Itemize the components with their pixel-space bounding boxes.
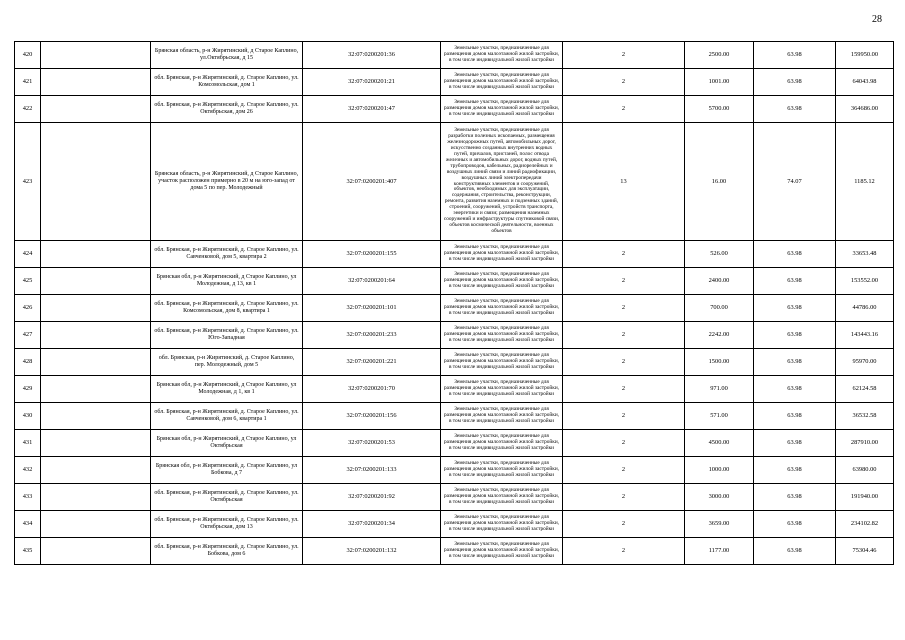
cadastral-number-cell: 32:07:0200201:64 xyxy=(303,268,441,295)
blank-cell xyxy=(41,69,151,96)
area-cell: 16.00 xyxy=(685,123,754,241)
cadastral-value-cell: 287910.00 xyxy=(836,430,894,457)
address-cell: Брянская обл, р-н Жирятинский, д Старое Каплино, ул Молодежная, д 1, кв 1 xyxy=(151,376,303,403)
area-cell: 1177.00 xyxy=(685,538,754,565)
cadastral-value-cell: 36532.58 xyxy=(836,403,894,430)
category-code-cell: 2 xyxy=(563,96,685,123)
rate-cell: 63.98 xyxy=(754,96,836,123)
rate-cell: 63.98 xyxy=(754,430,836,457)
blank-cell xyxy=(41,457,151,484)
address-cell: обл. Брянская, р-н Жирятинский, д. Старое Каплино, ул. Бобкова, дом 6 xyxy=(151,538,303,565)
address-cell: обл. Брянская, р-н Жирятинский, д. Старое Каплино, ул. Савченковой, дом 6, квартира 1 xyxy=(151,403,303,430)
area-cell: 700.00 xyxy=(685,295,754,322)
cadastral-number-cell: 32:07:0200201:36 xyxy=(303,42,441,69)
blank-cell xyxy=(41,511,151,538)
cadastral-value-cell: 159950.00 xyxy=(836,42,894,69)
row-number: 426 xyxy=(15,295,41,322)
cadastral-number-cell: 32:07:0200201:155 xyxy=(303,241,441,268)
category-code-cell: 2 xyxy=(563,241,685,268)
category-code-cell: 2 xyxy=(563,349,685,376)
address-cell: обл. Брянская, р-н Жирятинский, д. Старое Каплино, ул. Октябрьская, дом 26 xyxy=(151,96,303,123)
rate-cell: 63.98 xyxy=(754,295,836,322)
permitted-use-cell: Земельные участки, предназначенные для размещения домов малоэтажной жилой застройки, в том числе индивидуальной жилой застройки xyxy=(441,538,563,565)
permitted-use-cell: Земельные участки, предназначенные для размещения домов малоэтажной жилой застройки, в том числе индивидуальной жилой застройки xyxy=(441,349,563,376)
blank-cell xyxy=(41,538,151,565)
address-cell: обл. Брянская, р-н Жирятинский, д. Старое Каплино, ул. Комсомольская, дом 8, квартира 1 xyxy=(151,295,303,322)
table-row xyxy=(15,403,894,430)
category-code-cell: 2 xyxy=(563,511,685,538)
rate-cell: 63.98 xyxy=(754,349,836,376)
category-code-cell: 2 xyxy=(563,403,685,430)
cadastral-value-cell: 33653.48 xyxy=(836,241,894,268)
address-cell: обл. Брянская, р-н Жирятинский, д. Старое Каплино, ул. Савченковой, дом 5, квартира 2 xyxy=(151,241,303,268)
row-number: 424 xyxy=(15,241,41,268)
area-cell: 3659.00 xyxy=(685,511,754,538)
rate-cell: 63.98 xyxy=(754,403,836,430)
permitted-use-cell: Земельные участки, предназначенные для размещения домов малоэтажной жилой застройки, в том числе индивидуальной жилой застройки xyxy=(441,430,563,457)
table-row xyxy=(15,123,894,241)
address-cell: Брянская область, р-н Жирятинский, д Старое Каплино, ул.Октябрьская, д 15 xyxy=(151,42,303,69)
category-code-cell: 2 xyxy=(563,430,685,457)
row-number: 431 xyxy=(15,430,41,457)
blank-cell xyxy=(41,322,151,349)
permitted-use-cell: Земельные участки, предназначенные для размещения домов малоэтажной жилой застройки, в том числе индивидуальной жилой застройки xyxy=(441,457,563,484)
category-code-cell: 2 xyxy=(563,295,685,322)
cadastral-number-cell: 32:07:0200201:407 xyxy=(303,123,441,241)
row-number: 429 xyxy=(15,376,41,403)
address-cell: Брянская область, р-н Жирятинский, д Старое Каплино, участок расположен примерно в 20 м на юго-запад от дома 5 по пер. Молодежный xyxy=(151,123,303,241)
rate-cell: 63.98 xyxy=(754,69,836,96)
permitted-use-cell: Земельные участки, предназначенные для размещения домов малоэтажной жилой застройки, в том числе индивидуальной жилой застройки xyxy=(441,295,563,322)
row-number: 420 xyxy=(15,42,41,69)
table-row xyxy=(15,376,894,403)
cadastral-number-cell: 32:07:0200201:156 xyxy=(303,403,441,430)
area-cell: 1000.00 xyxy=(685,457,754,484)
row-number: 427 xyxy=(15,322,41,349)
cadastral-value-cell: 44786.00 xyxy=(836,295,894,322)
rate-cell: 63.98 xyxy=(754,268,836,295)
rate-cell: 63.98 xyxy=(754,42,836,69)
row-number: 428 xyxy=(15,349,41,376)
permitted-use-cell: Земельные участки, предназначенные для размещения домов малоэтажной жилой застройки, в том числе индивидуальной жилой застройки xyxy=(441,376,563,403)
table-row xyxy=(15,241,894,268)
blank-cell xyxy=(41,349,151,376)
table-row xyxy=(15,484,894,511)
area-cell: 2242.00 xyxy=(685,322,754,349)
land-registry-table xyxy=(14,41,894,565)
address-cell: обл. Брянская, р-н Жирятинский, д. Старое Каплино, ул. Октябрьская, дом 13 xyxy=(151,511,303,538)
row-number: 433 xyxy=(15,484,41,511)
cadastral-number-cell: 32:07:0200201:132 xyxy=(303,538,441,565)
category-code-cell: 2 xyxy=(563,457,685,484)
area-cell: 2400.00 xyxy=(685,268,754,295)
cadastral-number-cell: 32:07:0200201:233 xyxy=(303,322,441,349)
address-cell: обл. Брянская, р-н Жирятинский, д. Старое Каплино, ул. Октябрьская xyxy=(151,484,303,511)
cadastral-number-cell: 32:07:0200201:221 xyxy=(303,349,441,376)
rate-cell: 63.98 xyxy=(754,376,836,403)
table-row xyxy=(15,457,894,484)
rate-cell: 63.98 xyxy=(754,511,836,538)
cadastral-number-cell: 32:07:0200201:34 xyxy=(303,511,441,538)
permitted-use-cell: Земельные участки, предназначенные для размещения домов малоэтажной жилой застройки, в том числе индивидуальной жилой застройки xyxy=(441,241,563,268)
cadastral-number-cell: 32:07:0200201:101 xyxy=(303,295,441,322)
blank-cell xyxy=(41,268,151,295)
permitted-use-cell: Земельные участки, предназначенные для размещения домов малоэтажной жилой застройки, в том числе индивидуальной жилой застройки xyxy=(441,69,563,96)
cadastral-value-cell: 64043.98 xyxy=(836,69,894,96)
cadastral-number-cell: 32:07:0200201:133 xyxy=(303,457,441,484)
row-number: 435 xyxy=(15,538,41,565)
cadastral-number-cell: 32:07:0200201:70 xyxy=(303,376,441,403)
cadastral-value-cell: 95970.00 xyxy=(836,349,894,376)
area-cell: 571.00 xyxy=(685,403,754,430)
cadastral-value-cell: 75304.46 xyxy=(836,538,894,565)
area-cell: 3000.00 xyxy=(685,484,754,511)
area-cell: 971.00 xyxy=(685,376,754,403)
table-row xyxy=(15,538,894,565)
cadastral-number-cell: 32:07:0200201:92 xyxy=(303,484,441,511)
blank-cell xyxy=(41,123,151,241)
permitted-use-cell: Земельные участки, предназначенные для размещения домов малоэтажной жилой застройки, в том числе индивидуальной жилой застройки xyxy=(441,403,563,430)
rate-cell: 63.98 xyxy=(754,457,836,484)
cadastral-value-cell: 364686.00 xyxy=(836,96,894,123)
cadastral-value-cell: 143443.16 xyxy=(836,322,894,349)
area-cell: 4500.00 xyxy=(685,430,754,457)
category-code-cell: 2 xyxy=(563,69,685,96)
address-cell: Брянская обл, р-н Жирятинский, д Старое Каплино, ул Октябрьская xyxy=(151,430,303,457)
address-cell: обл. Брянская, р-н Жирятинский, д. Старое Каплино, пер. Молодежный, дом 5 xyxy=(151,349,303,376)
row-number: 425 xyxy=(15,268,41,295)
table-row xyxy=(15,322,894,349)
cadastral-value-cell: 234102.82 xyxy=(836,511,894,538)
blank-cell xyxy=(41,376,151,403)
area-cell: 5700.00 xyxy=(685,96,754,123)
row-number: 423 xyxy=(15,123,41,241)
row-number: 422 xyxy=(15,96,41,123)
address-cell: Брянская обл, р-н Жирятинский, д Старое Каплино, ул Молодежная, д 13, кв 1 xyxy=(151,268,303,295)
permitted-use-cell: Земельные участки, предназначенные для разработки полезных ископаемых, размещения железнодорожных путей, автомобильных дорог, искусственно созданных внутренних водных путей, причалов, пристаней, полос отвода железных и автомобильных дорог, водных путей, трубопроводов, кабельных, радиорелейных и воздушных линий связи и линий радиофикации, воздушных линий электропередачи конструктивных элементов и сооружений, объектов, необходимых для эксплуатации, содержания, строительства, реконструкции, ремонта, развития наземных и подземных зданий, строений, сооружений, устройств транспорта, энергетики и связи; размещения наземных сооружений и инфраструктуры спутниковой связи, объектов космической деятельности, военных объектов xyxy=(441,123,563,241)
row-number: 430 xyxy=(15,403,41,430)
category-code-cell: 2 xyxy=(563,376,685,403)
cadastral-number-cell: 32:07:0200201:53 xyxy=(303,430,441,457)
address-cell: обл. Брянская, р-н Жирятинский, д. Старое Каплино, ул. Юго-Западная xyxy=(151,322,303,349)
blank-cell xyxy=(41,241,151,268)
rate-cell: 63.98 xyxy=(754,322,836,349)
category-code-cell: 13 xyxy=(563,123,685,241)
category-code-cell: 2 xyxy=(563,268,685,295)
cadastral-value-cell: 1185.12 xyxy=(836,123,894,241)
rate-cell: 63.98 xyxy=(754,538,836,565)
blank-cell xyxy=(41,96,151,123)
blank-cell xyxy=(41,295,151,322)
category-code-cell: 2 xyxy=(563,42,685,69)
cadastral-number-cell: 32:07:0200201:21 xyxy=(303,69,441,96)
category-code-cell: 2 xyxy=(563,322,685,349)
area-cell: 2500.00 xyxy=(685,42,754,69)
table-row xyxy=(15,511,894,538)
table-row xyxy=(15,268,894,295)
row-number: 434 xyxy=(15,511,41,538)
area-cell: 1500.00 xyxy=(685,349,754,376)
cadastral-number-cell: 32:07:0200201:47 xyxy=(303,96,441,123)
category-code-cell: 2 xyxy=(563,538,685,565)
table-row xyxy=(15,295,894,322)
permitted-use-cell: Земельные участки, предназначенные для размещения домов малоэтажной жилой застройки, в том числе индивидуальной жилой застройки xyxy=(441,511,563,538)
cadastral-value-cell: 62124.58 xyxy=(836,376,894,403)
category-code-cell: 2 xyxy=(563,484,685,511)
cadastral-value-cell: 153552.00 xyxy=(836,268,894,295)
row-number: 421 xyxy=(15,69,41,96)
permitted-use-cell: Земельные участки, предназначенные для размещения домов малоэтажной жилой застройки, в том числе индивидуальной жилой застройки xyxy=(441,484,563,511)
page-number: 28 xyxy=(872,14,882,25)
rate-cell: 63.98 xyxy=(754,241,836,268)
blank-cell xyxy=(41,42,151,69)
cadastral-value-cell: 63980.00 xyxy=(836,457,894,484)
permitted-use-cell: Земельные участки, предназначенные для размещения домов малоэтажной жилой застройки, в том числе индивидуальной жилой застройки xyxy=(441,322,563,349)
row-number: 432 xyxy=(15,457,41,484)
table-row xyxy=(15,430,894,457)
area-cell: 1001.00 xyxy=(685,69,754,96)
rate-cell: 74.07 xyxy=(754,123,836,241)
address-cell: обл. Брянская, р-н Жирятинский, д. Старое Каплино, ул. Комсомольская, дом 1 xyxy=(151,69,303,96)
table-row xyxy=(15,69,894,96)
table-row xyxy=(15,349,894,376)
permitted-use-cell: Земельные участки, предназначенные для размещения домов малоэтажной жилой застройки, в том числе индивидуальной жилой застройки xyxy=(441,42,563,69)
rate-cell: 63.98 xyxy=(754,484,836,511)
table-row xyxy=(15,42,894,69)
blank-cell xyxy=(41,484,151,511)
blank-cell xyxy=(41,403,151,430)
cadastral-value-cell: 191940.00 xyxy=(836,484,894,511)
area-cell: 526.00 xyxy=(685,241,754,268)
permitted-use-cell: Земельные участки, предназначенные для размещения домов малоэтажной жилой застройки, в том числе индивидуальной жилой застройки xyxy=(441,268,563,295)
table-body xyxy=(15,42,894,565)
permitted-use-cell: Земельные участки, предназначенные для размещения домов малоэтажной жилой застройки, в том числе индивидуальной жилой застройки xyxy=(441,96,563,123)
table-row xyxy=(15,96,894,123)
address-cell: Брянская обл, р-н Жирятинский, д. Старое Каплино, ул Бобкова, д 7 xyxy=(151,457,303,484)
blank-cell xyxy=(41,430,151,457)
